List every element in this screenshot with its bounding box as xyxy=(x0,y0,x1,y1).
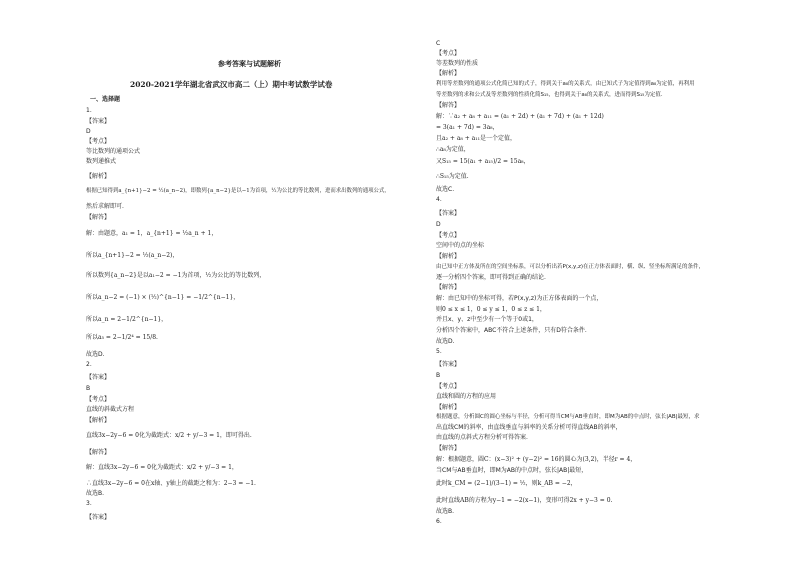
topic-heading: 【考点】 xyxy=(436,383,461,390)
document-subtitle: 2020-2021学年湖北省武汉市高二（上）期中考试数学试卷 xyxy=(130,80,333,89)
solution-heading: 【解答】 xyxy=(436,445,461,452)
choice-line: 故选D. xyxy=(436,338,455,345)
solution-line: 则0 ≤ x ≤ 1，0 ≤ y ≤ 1，0 ≤ z ≤ 1， xyxy=(436,306,546,313)
answer-heading: 【答案】 xyxy=(86,374,111,381)
topic-line: 直线的斜截式方程 xyxy=(86,406,135,413)
solution-line: ∴S₁₅为定值. xyxy=(436,173,469,180)
question-number: 4. xyxy=(436,196,442,203)
solution-line: 所以a_{n+1}−2 = ½(a_n−2)， xyxy=(86,252,179,259)
document-title: 参考答案与试题解析 xyxy=(218,59,281,68)
answer-value: B xyxy=(436,372,441,379)
choice-line: 故选B. xyxy=(436,508,455,515)
solution-line: ∴直线3x−2y−6 = 0在x轴、y轴上的截距之和为：2−3 = −1. xyxy=(86,480,256,487)
question-number: 6. xyxy=(436,518,442,525)
answer-heading: 【答案】 xyxy=(436,361,461,368)
choice-line: 故选D. xyxy=(86,351,105,358)
solution-line: = 3(a₁ + 7d) = 3a₈， xyxy=(436,124,499,131)
solution-line: 并且x、y、z中至少有一个等于0或1， xyxy=(436,316,538,323)
analysis-heading: 【解析】 xyxy=(436,404,461,411)
solution-line: 此时k_CM = (2−1)/(3−1) = ½，则k_AB = −2， xyxy=(436,480,577,487)
answer-heading: 【答案】 xyxy=(86,118,111,125)
answer-value: D xyxy=(86,128,91,135)
analysis-line: 由直线的点斜式方程分析可得答案. xyxy=(436,434,528,441)
question-number: 2. xyxy=(86,361,92,368)
analysis-heading: 【解析】 xyxy=(436,253,461,260)
solution-line: 所以数列{a_n−2}是以a₁−2 = −1为首项，½为公比的等比数列， xyxy=(86,272,266,279)
analysis-line: 等差数列的求和公式及等差数列的性质化简S₁₅，也得到关于a₈的关系式，进而得到S₁₅为定值. xyxy=(436,92,663,98)
analysis-line: 根据题意，分析圆C的圆心坐标与半径，分析可得当CM与AB垂直时，即M为AB的中点时，弦长|AB|最短，求 xyxy=(436,414,700,420)
solution-line: 此时直线AB的方程为y−1 = −2(x−1)，变形可得2x + y−3 = 0. xyxy=(436,497,613,504)
topic-line: 等差数列的性质 xyxy=(436,60,479,67)
answer-heading: 【答案】 xyxy=(436,210,461,217)
analysis-heading: 【解析】 xyxy=(86,173,111,180)
topic-heading: 【考点】 xyxy=(86,396,111,403)
solution-heading: 【解答】 xyxy=(86,449,111,456)
question-number: 1. xyxy=(86,107,92,114)
analysis-line: 逐一分析四个答案，即可得到正确的结论. xyxy=(436,274,546,281)
solution-line: 所以a_n−2 = (−1) × (½)^{n−1} = −1/2^{n−1}， xyxy=(86,294,240,301)
question-number: 5. xyxy=(436,348,442,355)
solution-line: 所以a₅ = 2−1/2⁴ = 15/8. xyxy=(86,334,158,341)
analysis-line: 直线3x−2y−6 = 0化为截距式：x/2 + y/−3 = 1，即可得出. xyxy=(86,432,252,439)
solution-line: ∴a₈为定值， xyxy=(436,146,470,153)
solution-line: 分析四个答案中，ABC不符合上述条件，只有D符合条件. xyxy=(436,327,587,334)
topic-line: 空间中的点的坐标 xyxy=(436,242,485,249)
solution-heading: 【解答】 xyxy=(436,102,461,109)
analysis-line: 然后求解即可. xyxy=(86,203,124,210)
solution-line: 解：由题意，a₁ = 1，a_{n+1} = ½a_n + 1， xyxy=(86,230,218,237)
topic-line: 数列递推式 xyxy=(86,158,117,165)
solution-line: 所以a_n = 2−1/2^{n−1}， xyxy=(86,316,168,323)
analysis-line: 利用等差数列的通项公式化简已知的式子，得到关于a₈的关系式，由已知式子为定值得到a₈为定值，再利用 xyxy=(436,81,695,87)
solution-line: 解：直线3x−2y−6 = 0化为截距式：x/2 + y/−3 = 1， xyxy=(86,464,238,471)
solution-heading: 【解答】 xyxy=(436,284,461,291)
topic-line: 等比数列的通项公式 xyxy=(86,148,141,155)
solution-line: 当CM与AB垂直时，即M为AB的中点时，弦长|AB|最短， xyxy=(436,467,588,474)
analysis-heading: 【解析】 xyxy=(86,417,111,424)
choice-line: 故选C. xyxy=(436,186,455,193)
topic-heading: 【考点】 xyxy=(436,50,461,57)
answer-value: D xyxy=(436,221,441,228)
solution-line: 且a₂ + a₈ + a₁₁是一个定值， xyxy=(436,135,517,142)
solution-line: 解：∵a₂ + a₈ + a₁₁ = (a₁ + 2d) + (a₁ + 7d) + (a₁ + 12d) xyxy=(436,113,604,120)
solution-line: 解：由已知中的坐标可得，若P(x,y,z)为正方体表面的一个点， xyxy=(436,295,603,302)
answer-value: C xyxy=(436,40,441,47)
section-heading: 一、选择题 xyxy=(90,96,121,103)
analysis-line: 出直线CM的斜率，由直线垂直与斜率的关系分析可得直线AB的斜率， xyxy=(436,424,622,431)
solution-heading: 【解答】 xyxy=(86,214,111,221)
analysis-line: 由已知中正方体及所在的空间坐标系，可以分析出若P(x,y,z)在正方体表面时，横、纵、竖坐标所满足的条件， xyxy=(436,264,705,270)
analysis-heading: 【解析】 xyxy=(436,70,461,77)
analysis-line: 根据已知得到a_{n+1}−2 = ½(a_n−2)，即数列{a_n−2}是以−1为首项，½为公比的等比数列，进而求出数列的通项公式， xyxy=(86,188,390,194)
topic-heading: 【考点】 xyxy=(86,138,111,145)
question-number: 3. xyxy=(86,500,92,507)
choice-line: 故选B. xyxy=(86,490,105,497)
topic-heading: 【考点】 xyxy=(436,232,461,239)
answer-value: B xyxy=(86,385,91,392)
solution-line: 解：根据题意，圆C：(x−3)² + (y−2)² = 16的圆心为(3,2)，半径r = 4， xyxy=(436,456,637,463)
topic-line: 直线和圆的方程的应用 xyxy=(436,393,497,400)
answer-heading: 【答案】 xyxy=(86,514,111,521)
solution-line: 又S₁₅ = 15(a₁ + a₁₅)/2 = 15a₈， xyxy=(436,158,530,165)
